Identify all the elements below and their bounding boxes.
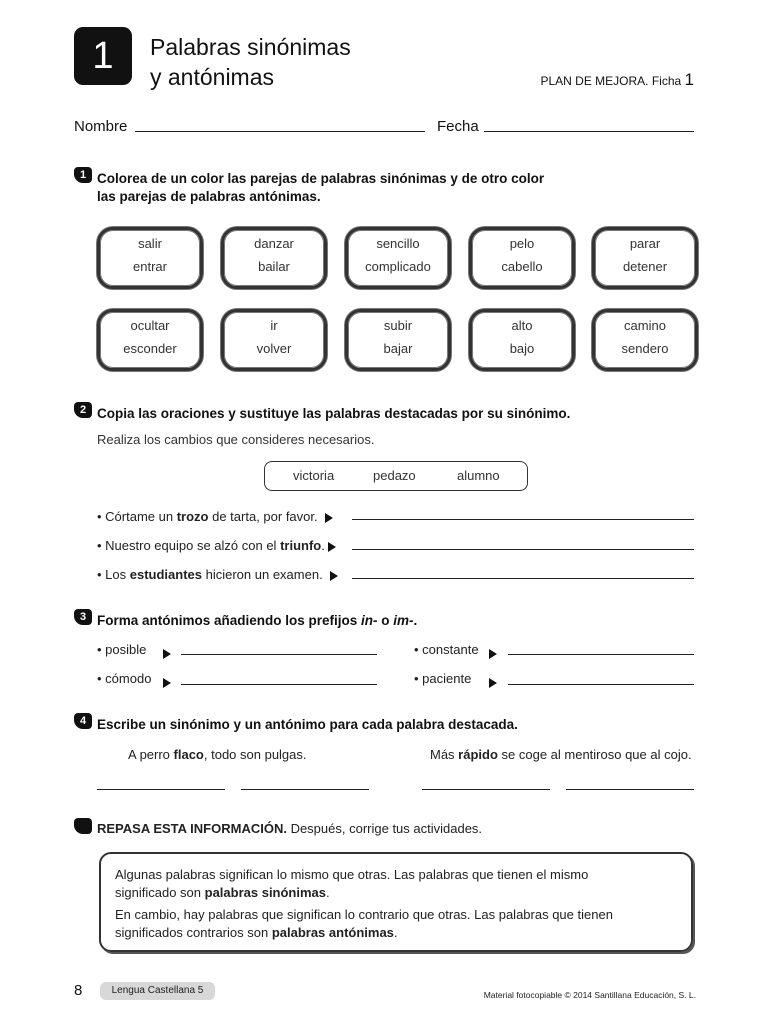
book-label: Lengua Castellana 5 bbox=[100, 982, 215, 1000]
card-word-bottom: bajo bbox=[509, 341, 535, 356]
info-text: . bbox=[393, 925, 398, 940]
plan-text: PLAN DE MEJORA. Ficha bbox=[540, 74, 682, 88]
highlighted-word: estudiantes bbox=[129, 567, 202, 582]
copyright-notice: Material fotocopiable © 2014 Santillana Educación, S. L. bbox=[483, 990, 696, 1000]
card-word-bottom: sendero bbox=[621, 341, 669, 356]
proverb-text: A perro bbox=[128, 747, 174, 762]
proverb-text: , todo son pulgas. bbox=[203, 747, 307, 762]
prefix-in: in- bbox=[361, 613, 378, 628]
arrow-icon bbox=[325, 513, 333, 523]
info-text: En cambio, hay palabras que significan lo contrario que otras. Las palabras que tienen bbox=[115, 907, 613, 922]
word-bank-box bbox=[264, 461, 528, 491]
date-field[interactable] bbox=[484, 131, 694, 132]
info-text: significado son bbox=[115, 885, 205, 900]
arrow-icon bbox=[163, 678, 171, 688]
word-pair-card[interactable] bbox=[592, 227, 698, 289]
card-word-top: subir bbox=[383, 318, 413, 333]
info-term: palabras sinónimas bbox=[204, 885, 327, 900]
word-pair-card[interactable] bbox=[345, 309, 451, 371]
name-label: Nombre bbox=[74, 118, 128, 135]
prefix-item: • posible bbox=[97, 642, 147, 657]
card-word-top: sencillo bbox=[376, 236, 420, 251]
answer-line[interactable] bbox=[352, 578, 694, 579]
plan-number: 1 bbox=[684, 70, 694, 89]
info-box bbox=[99, 852, 693, 952]
info-text: significados contrarios son bbox=[115, 925, 272, 940]
card-word-bottom: esconder bbox=[123, 341, 177, 356]
proverb-1 bbox=[128, 747, 307, 762]
antonym-answer-line[interactable] bbox=[241, 789, 369, 790]
card-word-bottom: bajar bbox=[383, 341, 413, 356]
exercise-3-instruction bbox=[97, 612, 417, 630]
card-word-top: salir bbox=[138, 236, 162, 251]
answer-line[interactable] bbox=[508, 654, 694, 655]
sentence-3: • Los estudiantes hicieron un examen. bbox=[97, 567, 338, 582]
word-pair-card[interactable] bbox=[97, 227, 203, 289]
answer-line[interactable] bbox=[352, 549, 694, 550]
exercise-4-instruction: Escribe un sinónimo y un antónimo para cada palabra destacada. bbox=[97, 717, 518, 732]
word-pair-card[interactable] bbox=[221, 227, 327, 289]
sentence-text: . bbox=[321, 538, 325, 553]
card-word-bottom: cabello bbox=[501, 259, 543, 274]
synonym-answer-line[interactable] bbox=[97, 789, 225, 790]
word-bank-word: pedazo bbox=[373, 468, 416, 483]
arrow-icon bbox=[489, 678, 497, 688]
word-bank-word: victoria bbox=[293, 468, 335, 483]
card-word-top: parar bbox=[629, 236, 661, 251]
prefix-word: posible bbox=[105, 642, 147, 657]
exercise-1-instruction-line-1: Colorea de un color las parejas de palabras sinónimas y de otro color bbox=[97, 171, 545, 186]
exercise-2-number: 2 bbox=[74, 402, 92, 418]
word-bank-word: alumno bbox=[457, 468, 500, 483]
proverb-text: se coge al mentiroso que al cojo. bbox=[497, 747, 692, 762]
word-pair-card[interactable] bbox=[592, 309, 698, 371]
prefix-item: • cómodo bbox=[97, 671, 152, 686]
card-word-bottom: detener bbox=[622, 259, 668, 274]
proverb-text: Más bbox=[430, 747, 459, 762]
review-title: REPASA ESTA INFORMACIÓN. bbox=[97, 821, 287, 836]
word-pair-card[interactable] bbox=[469, 227, 575, 289]
title-line-2: y antónimas bbox=[150, 64, 275, 90]
sentence-text: Los bbox=[105, 567, 130, 582]
card-word-bottom: bailar bbox=[258, 259, 290, 274]
exercise-1-number: 1 bbox=[74, 167, 92, 183]
answer-line[interactable] bbox=[508, 684, 694, 685]
instruction-text: o bbox=[377, 613, 394, 628]
answer-line[interactable] bbox=[352, 519, 694, 520]
answer-line[interactable] bbox=[181, 684, 377, 685]
card-word-top: camino bbox=[624, 318, 666, 333]
instruction-text: . bbox=[413, 613, 418, 628]
prefix-im: im- bbox=[393, 613, 414, 628]
exercise-3-number: 3 bbox=[74, 609, 92, 625]
info-text: . bbox=[326, 885, 330, 900]
sentence-2: • Nuestro equipo se alzó con el triunfo. bbox=[97, 538, 336, 553]
review-icon bbox=[74, 818, 92, 834]
name-field[interactable] bbox=[135, 131, 425, 132]
arrow-icon bbox=[163, 649, 171, 659]
page-title bbox=[150, 32, 351, 92]
arrow-icon bbox=[489, 649, 497, 659]
sentence-text: Córtame un bbox=[105, 509, 177, 524]
word-pair-card[interactable] bbox=[345, 227, 451, 289]
info-paragraph-1 bbox=[115, 866, 675, 902]
date-label: Fecha bbox=[437, 118, 479, 135]
prefix-word: constante bbox=[422, 642, 479, 657]
card-word-top: pelo bbox=[509, 236, 535, 251]
antonym-answer-line[interactable] bbox=[566, 789, 694, 790]
word-pair-card[interactable] bbox=[469, 309, 575, 371]
prefix-word: paciente bbox=[422, 671, 472, 686]
card-word-top: ir bbox=[270, 318, 278, 333]
synonym-answer-line[interactable] bbox=[422, 789, 550, 790]
exercise-1-instruction bbox=[97, 170, 544, 206]
proverb-2 bbox=[430, 747, 692, 762]
highlighted-word: triunfo bbox=[280, 538, 322, 553]
card-word-top: alto bbox=[511, 318, 533, 333]
card-word-bottom: complicado bbox=[365, 259, 431, 274]
plan-label bbox=[540, 70, 694, 90]
info-paragraph-2 bbox=[115, 906, 675, 942]
sentence-text: de tarta, por favor. bbox=[208, 509, 318, 524]
card-word-bottom: volver bbox=[256, 341, 292, 356]
page-number: 8 bbox=[74, 982, 83, 999]
word-pair-card[interactable] bbox=[97, 309, 203, 371]
word-pair-card[interactable] bbox=[221, 309, 327, 371]
card-word-top: danzar bbox=[254, 236, 294, 251]
info-term: palabras antónimas bbox=[271, 925, 394, 940]
exercise-1-instruction-line-2: las parejas de palabras antónimas. bbox=[97, 189, 321, 204]
card-word-bottom: entrar bbox=[133, 259, 167, 274]
answer-line[interactable] bbox=[181, 654, 377, 655]
prefix-item: • constante bbox=[414, 642, 479, 657]
exercise-2-subinstruction: Realiza los cambios que consideres necesarios. bbox=[97, 432, 375, 447]
arrow-icon bbox=[328, 542, 336, 552]
exercise-4-number: 4 bbox=[74, 713, 92, 729]
exercise-2-instruction: Copia las oraciones y sustituye las palabras destacadas por su sinónimo. bbox=[97, 406, 571, 421]
highlighted-word: flaco bbox=[173, 747, 204, 762]
sentence-1: • Córtame un trozo de tarta, por favor. bbox=[97, 509, 333, 524]
instruction-text: Forma antónimos añadiendo los prefijos bbox=[97, 613, 362, 628]
highlighted-word: rápido bbox=[458, 747, 498, 762]
review-heading bbox=[97, 821, 482, 836]
title-line-1: Palabras sinónimas bbox=[150, 34, 351, 60]
sentence-text: hicieron un examen. bbox=[202, 567, 323, 582]
card-word-top: ocultar bbox=[130, 318, 170, 333]
info-text: Algunas palabras significan lo mismo que otras. Las palabras que tienen el mismo bbox=[115, 867, 589, 882]
prefix-item: • paciente bbox=[414, 671, 472, 686]
review-subtext: Después, corrige tus actividades. bbox=[286, 821, 483, 836]
highlighted-word: trozo bbox=[176, 509, 209, 524]
prefix-word: cómodo bbox=[105, 671, 152, 686]
unit-number-badge: 1 bbox=[74, 27, 132, 85]
sentence-text: Nuestro equipo se alzó con el bbox=[105, 538, 281, 553]
arrow-icon bbox=[330, 571, 338, 581]
